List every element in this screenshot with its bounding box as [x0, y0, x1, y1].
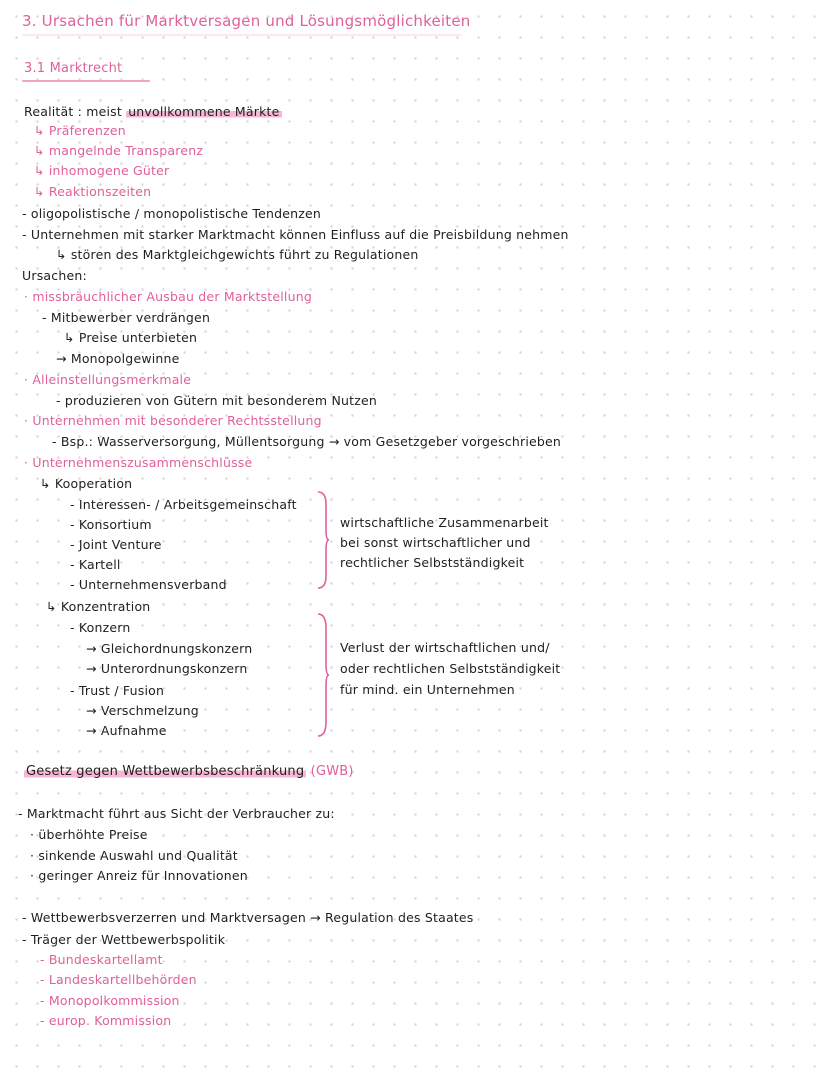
tendency-line: ↳ stören des Marktgleichgewichts führt zu Regulationen	[56, 247, 419, 262]
reality-item: ↳ inhomogene Güter	[34, 163, 170, 178]
cause-detail: - Mitbewerber verdrängen	[42, 310, 211, 325]
competition-authority: - Monopolkommission	[40, 993, 180, 1008]
right-brace-icon	[316, 612, 330, 738]
concentration-label: ↳ Konzentration	[46, 599, 151, 614]
law-title: Gesetz gegen Wettbewerbsbeschränkung	[26, 764, 305, 779]
competition-authority: - europ. Kommission	[40, 1013, 172, 1028]
market-power-item: · überhöhte Preise	[30, 827, 148, 842]
concentration-item: - Trust / Fusion	[70, 683, 165, 698]
cooperation-item: - Konsortium	[70, 517, 152, 532]
market-power-item: · geringer Anreiz für Innovationen	[30, 868, 248, 883]
concentration-item: → Gleichordnungskonzern	[86, 641, 253, 656]
law-abbr: (GWB)	[310, 764, 354, 779]
cause-heading: · Alleinstellungsmerkmale	[24, 372, 192, 387]
cooperation-item: - Kartell	[70, 557, 121, 572]
title-underline	[22, 34, 462, 36]
section-heading	[24, 61, 122, 77]
cooperation-note: wirtschaftliche Zusammenarbeit	[340, 515, 549, 530]
cooperation-item: - Interessen- / Arbeitsgemeinschaft	[70, 497, 297, 512]
tendency-line: - Unternehmen mit starker Marktmacht können Einfluss auf die Preisbildung nehmen	[22, 227, 569, 242]
section-underline	[22, 80, 150, 82]
tendency-line: - oligopolistische / monopolistische Tendenzen	[22, 206, 322, 221]
competition-authority: - Landeskartellbehörden	[40, 972, 197, 987]
cooperation-item: - Unternehmensverband	[70, 577, 227, 592]
concentration-item: - Konzern	[70, 620, 131, 635]
cooperation-item: - Joint Venture	[70, 537, 162, 552]
cause-heading: · Unternehmen mit besonderer Rechtsstellung	[24, 413, 322, 428]
market-power-item: · sinkende Auswahl und Qualität	[30, 848, 238, 863]
concentration-note: oder rechtlichen Selbstständigkeit	[340, 661, 561, 676]
causes-label: Ursachen:	[22, 268, 87, 283]
concentration-item: → Unterordnungskonzern	[86, 661, 248, 676]
competition-line: - Träger der Wettbewerbspolitik	[22, 932, 226, 947]
section-heading-text: 3.1 Marktrecht	[24, 61, 123, 76]
cooperation-note: rechtlicher Selbstständigkeit	[340, 555, 525, 570]
concentration-note: für mind. ein Unternehmen	[340, 682, 515, 697]
concentration-item: → Aufnahme	[86, 723, 167, 738]
cause-heading: · missbräuchlicher Ausbau der Marktstellung	[24, 289, 312, 304]
cause-detail: → Monopolgewinne	[56, 351, 180, 366]
right-brace-icon	[316, 490, 330, 590]
page-title: 3. Ursachen für Marktversagen und Lösungsmöglichkeiten	[22, 12, 471, 30]
reality-item: ↳ mangelnde Transparenz	[34, 143, 204, 158]
cooperation-note: bei sonst wirtschaftlicher und	[340, 535, 531, 550]
concentration-note: Verlust der wirtschaftlichen und/	[340, 640, 550, 655]
cause-detail: ↳ Preise unterbieten	[64, 330, 198, 345]
competition-authority: - Bundeskartellamt	[40, 952, 163, 967]
concentration-item: → Verschmelzung	[86, 703, 199, 718]
cause-detail: - produzieren von Gütern mit besonderem Nutzen	[56, 393, 378, 408]
reality-label: Realität : meist	[24, 104, 122, 119]
cooperation-label: ↳ Kooperation	[40, 476, 133, 491]
market-power-intro: - Marktmacht führt aus Sicht der Verbraucher zu:	[18, 806, 335, 821]
reality-line	[24, 104, 282, 120]
reality-item: ↳ Reaktionszeiten	[34, 184, 152, 199]
law-heading	[24, 764, 354, 780]
cause-heading: · Unternehmenszusammenschlüsse	[24, 455, 253, 470]
reality-highlight: unvollkommene Märkte	[128, 104, 280, 119]
reality-item: ↳ Präferenzen	[34, 123, 126, 138]
cause-detail: - Bsp.: Wasserversorgung, Müllentsorgung → vom Gesetzgeber vorgeschrieben	[52, 434, 562, 449]
competition-line: - Wettbewerbsverzerren und Marktversagen → Regulation des Staates	[22, 910, 474, 925]
